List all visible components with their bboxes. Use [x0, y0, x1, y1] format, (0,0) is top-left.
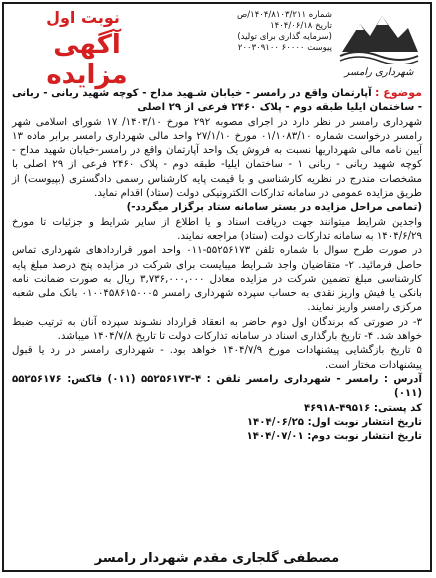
- notice-page: [2, 2, 432, 572]
- postal-code: کد پستی: ۴۹۵۱۶-۴۶۹۱۸: [303, 402, 422, 414]
- notice-header: [4, 4, 430, 90]
- notice-body: [12, 86, 422, 444]
- reference-date: تاریخ ۱۴۰۴/۰۶/۱۸: [270, 21, 332, 31]
- main-paragraph: شهرداری رامسر در نظر دارد در اجرای مصوبه ۲۹۲ مورخ ۱۴۰۳/۱۰/ ۱۷ شورای اسلامی شهر رامسر درخواست شماره ۰۱/۱۰۸۳/۱۰ مورخ ۲۷/۱/۱۰ واحد مالی شهرداری رامسر برابر ماده ۱۳ آیین نامه مالی شهرداریها نسبت به فروش یک واحد آپارتمان واقع در رامسر-خیابان شهید مداح - کوچه شهید ربانی - ربانی ۱ - ساختمان ایلیا- طبقه دوم - پلاک ۲۴۶۰ فرعی از ۲۹ اصلی با مشخصات مندرج در نظریه کارشناسی و با قیمت پایه کارشناس رسمی دادگستری (بپیوست) از طریق مزایده عمومی در سامانه تدارکات الکترونیکی دولت (ستاد) اقدام نماید.: [12, 116, 423, 200]
- edition-label: نوبت اول: [46, 8, 120, 27]
- subject-text: آپارتمان واقع در رامسر - خیابان شـهید مداح - کوچه شهید ربانی - ربانی - ساختمان ایلیا طبقه دوم - پلاک ۲۴۶۰ فرعی از ۲۹ اصلی: [12, 88, 422, 114]
- clause-3-4: ۳- در صورتی که برندگان اول دوم حاضر به انعقاد قرارداد نشـوند سپرده آنان به ترتیب ضبط خواهد شد. ۴- تاریخ بارگذاری اسناد در سامانه تدارکات دولت تا تاریخ ۱۴۰۴/۷/۸ میباشد.: [12, 316, 422, 343]
- publish-date-second: تاریخ انتشار نوبت دوم: ۱۴۰۴/۰۷/۰۱: [246, 431, 422, 443]
- eligibility-paragraph: واجدین شرایط میتوانند جهت دریافت اسناد و یا اطلاع از سایر شرایط و جزئیات تا مورخ ۱۴۰۴/۶/۲۹ به سامانه تدارکات دولت (ستاد) مراجعه نمایند.: [12, 216, 422, 242]
- mayor-signature: مصطفی گلجاری مقدم شهردار رامسر: [94, 551, 340, 566]
- clause-5: ۵ تاریخ بازگشایی پیشنهادات مورخ ۱۴۰۴/۷/۹ خواهد بود. - شهرداری رامسر در رد یا قبول پیشنهادات مختار است.: [12, 345, 422, 371]
- municipality-logo: [336, 6, 422, 78]
- logo-caption: شهرداری رامسر: [344, 67, 414, 78]
- subject-paragraph: [12, 86, 422, 116]
- system-note: (تمامی مراحل مزایده در بستر سامانه ستاد برگزار میگردد-): [126, 202, 422, 214]
- ramsar-municipality-logo-icon: [336, 6, 422, 64]
- reference-attachment: پیوست ۶۰۰۰۰ ۲۰۰۳۰۹۱۰۰: [237, 43, 332, 53]
- subject-label: موضوع :: [374, 86, 422, 99]
- publish-date-first: تاریخ انتشار نوبت اول: ۱۴۰۴/۰۶/۲۵: [246, 416, 422, 428]
- reference-note: (سرمایه گذاری برای توليد): [237, 32, 332, 42]
- contact-address: آدرس : رامسر - شهرداری رامسر تلفن : ۴-۵۵۲۵۶۱۷۳ (۰۱۱) فاکس: ۵۵۲۵۶۱۷۶ (۰۱۱): [12, 373, 422, 400]
- reference-block: [172, 10, 332, 54]
- reference-number: شماره ۱۴۰۴/۸۱۰۳/۲۱۱/ص: [237, 10, 332, 20]
- notice-title: آگهی مزایده: [46, 30, 128, 90]
- clause-1-2: در صورت طرح سوال با شماره تلفن ۵۵۲۵۶۱۷۳-۰۱۱ واحد امور قراردادهای شهرداری تماس حاصل فرمائید. ۲- متقاضیان واجد شـرایط میبایست برای شرکت در مزایده پنج درصد مبلغ پایه کارشناسی مبلغ تضمین شرکت در مزایده معادل ۳,۷۳۶,۰۰۰,۰۰۰ ریال به صورت ضمانت نامه بانکی یا فیش واریز نقدی به حساب سپرده شهرداری رامسر ۰۱۰۰۴۵۸۶۱۵۰۰۰۵ بانک ملی شعبه مرکزی رامسر واریز نمایند.: [12, 245, 423, 314]
